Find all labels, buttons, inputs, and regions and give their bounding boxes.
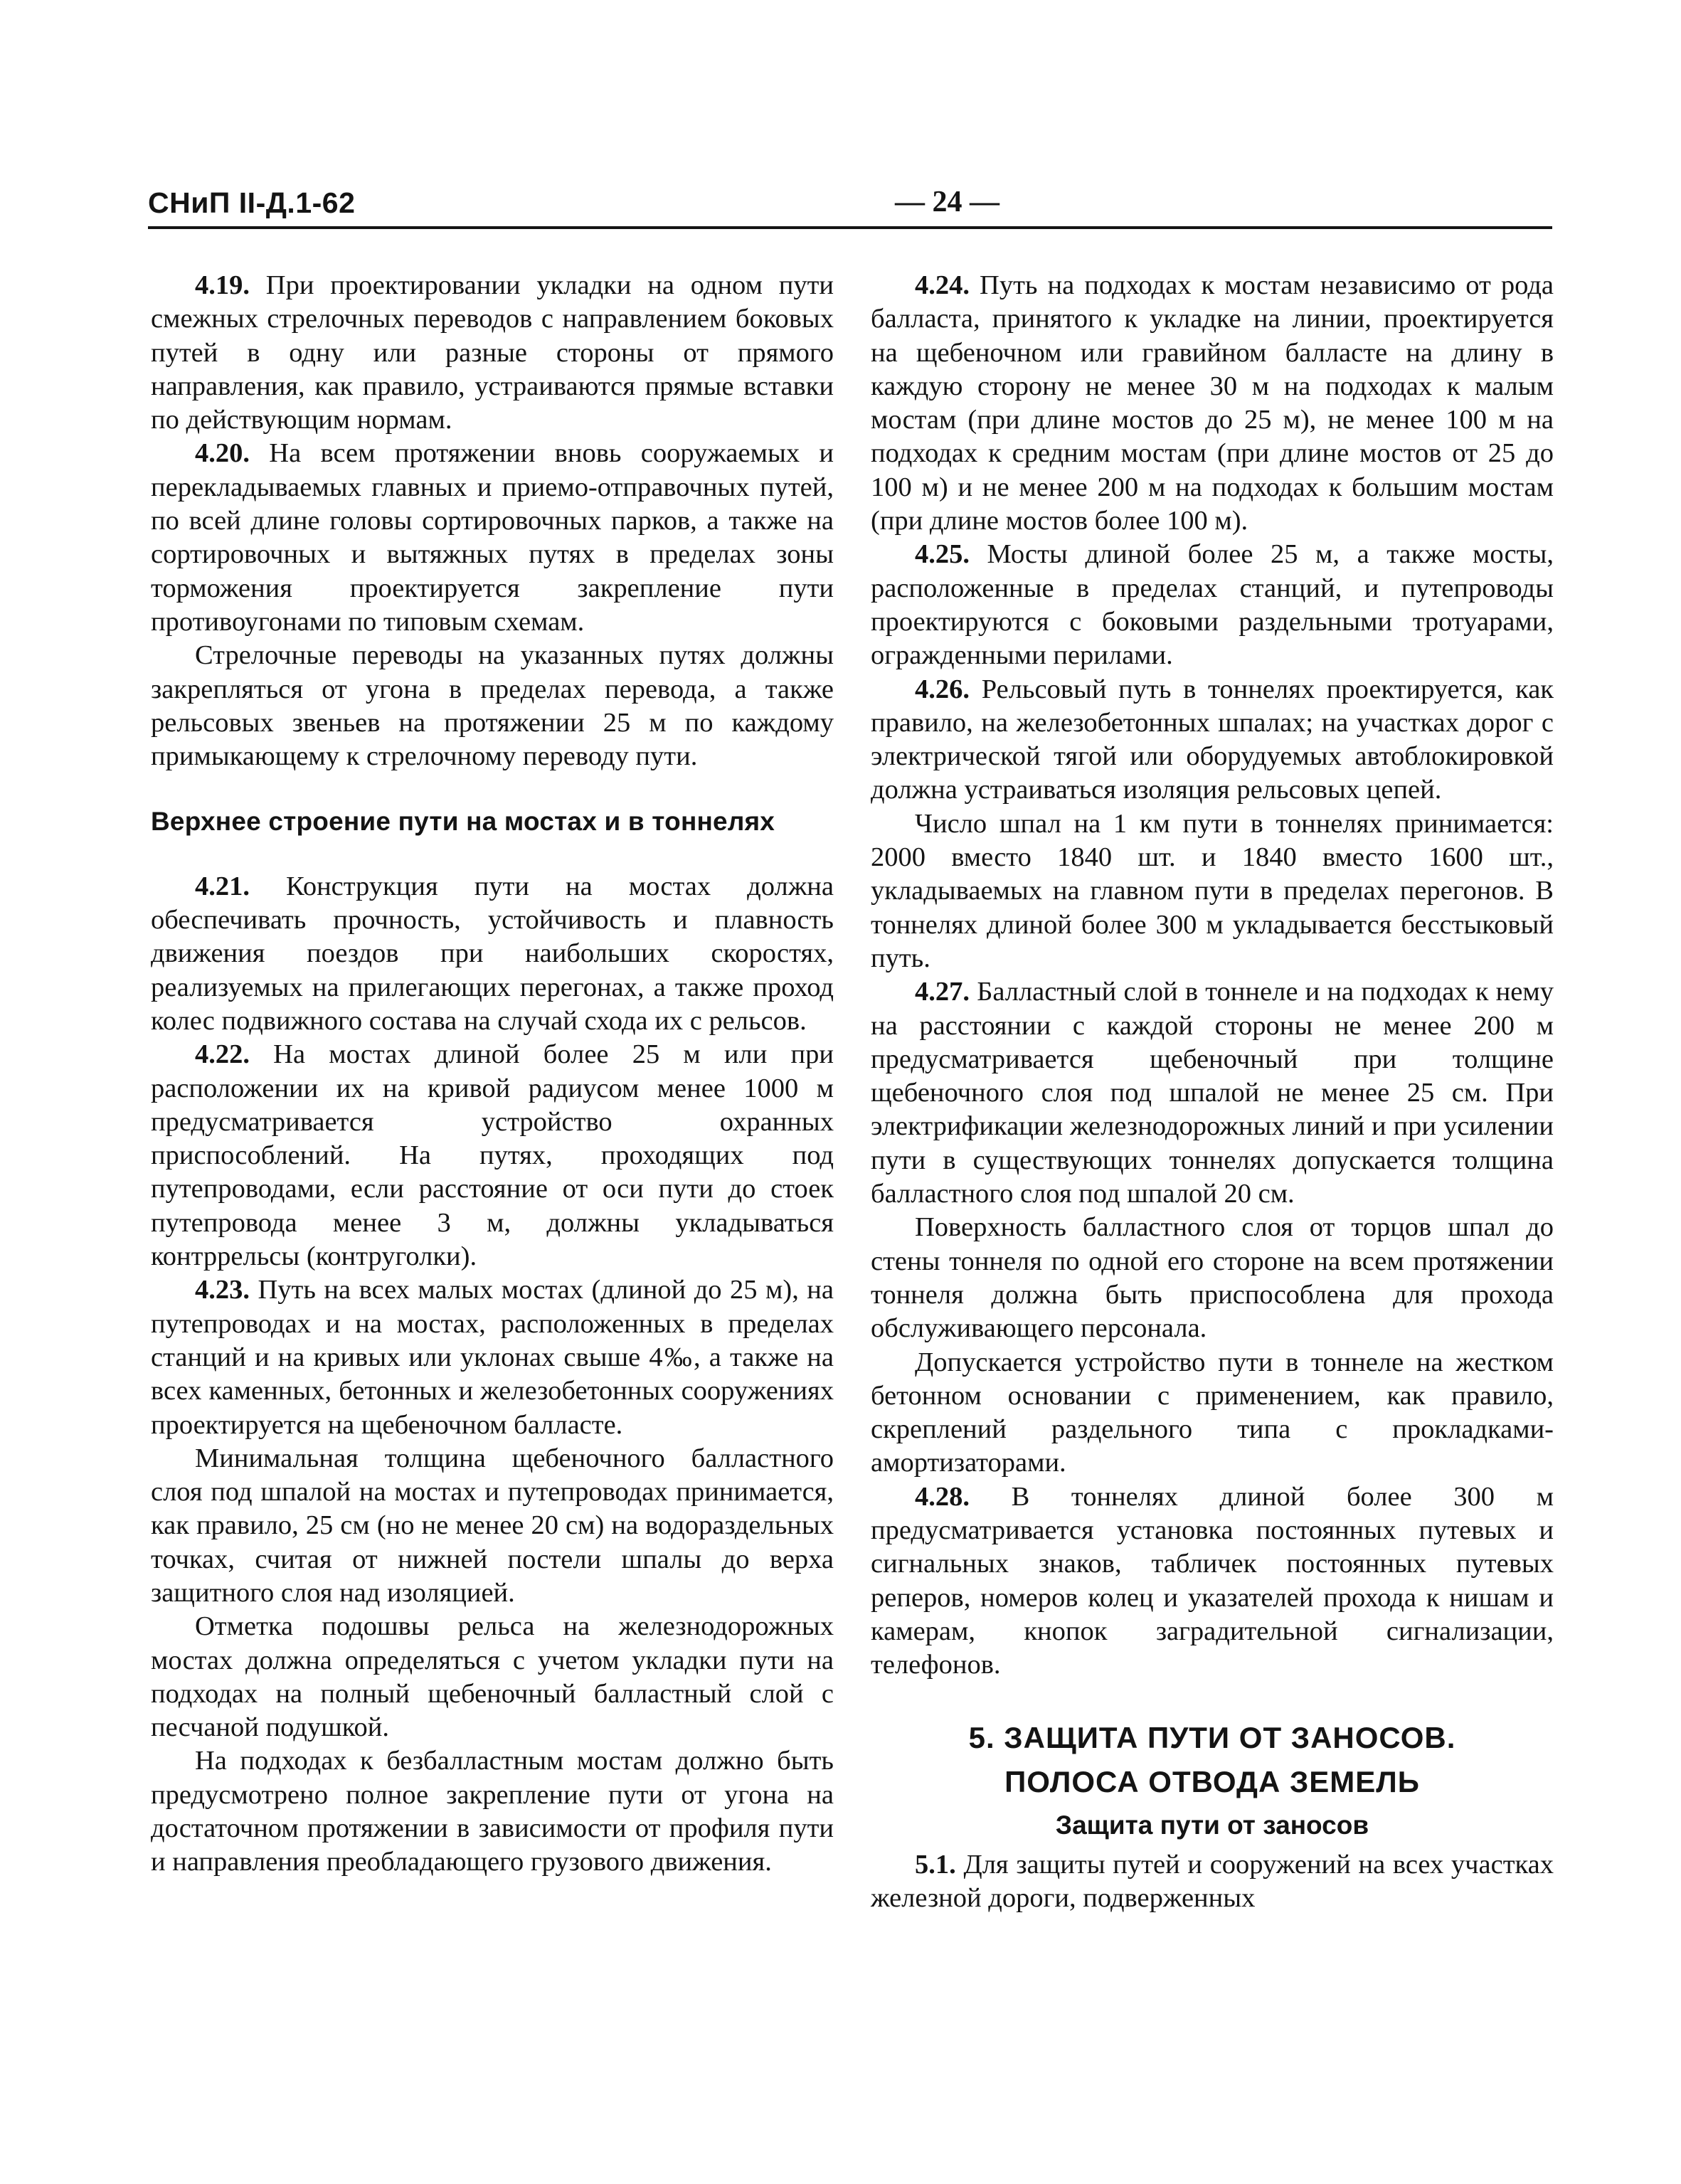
paragraph: Стрелочные переводы на указанных путях должны закрепляться от угона в пределах перевода, а также рельсовых звеньев на протяжении 25 м по каждому примыкающему к стрелочному переводу пути. (151, 640, 834, 772)
page-number: — 24 — (895, 186, 999, 218)
chapter-title-line-1: 5. ЗАЩИТА ПУТИ ОТ ЗАНОСОВ. (968, 1721, 1456, 1755)
paragraph-4-23 (151, 1273, 834, 1441)
paragraph-4-19 (151, 269, 834, 437)
clause-text: Мосты длиной более 25 м, а также мосты, расположенные в пределах станций, и путепроводы проектируются с боковыми раздельными тротуарами, огражденными перилами. (871, 539, 1554, 671)
paragraph: Отметка подошвы рельса на железнодорожных мостах должна определяться с учетом укладки пути на подходах на полный щебеночный балластный слой с песчаной подушкой. (151, 1611, 834, 1743)
section-title: Верхнее строение пути на мостах и в тоннелях (151, 807, 775, 837)
paragraph-4-25 (871, 538, 1554, 672)
left-column (151, 269, 834, 1880)
clause-number: 4.21. (195, 871, 250, 901)
clause-text: В тоннелях длиной более 300 м предусматривается установка постоянных путевых и сигнальных знаков, табличек постоянных путевых реперов, номеров колец и указателей прохода к нишам и камерам, кнопок заградительной сигнализации, телефонов. (871, 1481, 1554, 1680)
paragraph: Поверхность балластного слоя от торцов шпал до стены тоннеля по одной его стороне на всем протяжении тоннеля должна быть приспособлена для прохода обслуживающего персонала. (871, 1212, 1554, 1344)
right-column (871, 269, 1554, 1915)
clause-number: 4.23. (195, 1275, 250, 1305)
header-rule (148, 226, 1552, 229)
paragraph-5-1 (871, 1848, 1554, 1916)
clause-text: На всем протяжении вновь сооружаемых и перекладываемых главных и приемо-отправочных путей, по всей длине головы сортировочных парков, а также на сортировочных и вытяжных путях в пределах зоны торможения проектируется закрепление пути противоугонами по типовым схемам. (151, 438, 834, 637)
paragraph-4-28 (871, 1480, 1554, 1682)
clause-number: 5.1. (915, 1849, 956, 1880)
paragraph-4-22 (151, 1038, 834, 1273)
clause-number: 4.19. (195, 270, 250, 300)
paragraph-4-27 (871, 975, 1554, 1211)
clause-number: 4.25. (915, 539, 970, 570)
page-header (148, 186, 1552, 230)
paragraph: Минимальная толщина щебеночного балластного слоя под шпалой на мостах и путепроводах принимается, как правило, 25 см (но не менее 20 см) на водораздельных точках, считая от нижней постели шпалы до верха защитного слоя над изоляцией. (151, 1443, 834, 1608)
paragraph-4-20 (151, 437, 834, 639)
clause-text: Рельсовый путь в тоннелях проектируется, как правило, на железобетонных шпалах; на участках дорог с электрической тягой или оборудуемых автоблокировкой должна устраиваться изоляция рельсовых цепей. (871, 674, 1554, 805)
clause-number: 4.27. (915, 977, 970, 1007)
clause-text: Конструкция пути на мостах должна обеспечивать прочность, устойчивость и плавность движения поездов при наибольших скоростях, реализуемых на прилегающих перегонах, а также проход колес подвижного состава на случай схода их с рельсов. (151, 871, 834, 1036)
clause-text: Для защиты путей и сооружений на всех участках железной дороги, подверженных (871, 1849, 1554, 1914)
clause-text: При проектировании укладки на одном пути смежных стрелочных переводов с направлением боковых путей в одну или разные стороны от прямого направления, как правило, устраиваются прямые вставки по действующим нормам. (151, 270, 834, 435)
clause-number: 4.22. (195, 1039, 250, 1070)
chapter-title-line-2: ПОЛОСА ОТВОДА ЗЕМЕЛЬ (1004, 1765, 1420, 1799)
paragraph: Число шпал на 1 км пути в тоннелях принимается: 2000 вместо 1840 шт. и 1840 вместо 1600 шт., укладываемых на главном пути в пределах перегонов. В тоннелях длиной более 300 м укладывается бесстыковый путь. (871, 808, 1554, 973)
clause-number: 4.24. (915, 270, 970, 300)
paragraph: На подходах к безбалластным мостам должно быть предусмотрено полное закрепление пути от угона на достаточном протяжении в зависимости от профиля пути и направления преобладающего грузового движения. (151, 1746, 834, 1877)
clause-text: На мостах длиной более 25 м или при расположении их на кривой радиусом менее 1000 м предусматривается устройство охранных приспособлений. На путях, проходящих под путепроводами, если расстояние от оси пути до стоек путепровода менее 3 м, должны укладываться контррельсы (контруголки). (151, 1039, 834, 1272)
subsection-title: Защита пути от заносов (1055, 1811, 1369, 1840)
document-code: СНиП II-Д.1-62 (148, 186, 356, 219)
clause-number: 4.26. (915, 674, 970, 704)
paragraph-4-24 (871, 269, 1554, 538)
clause-text: Путь на всех малых мостах (длиной до 25 м), на путепроводах и на мостах, расположенных в пределах станций и на кривых или уклонах свыше 4‰, а также на всех каменных, бетонных и железобетонных сооружениях проектируется на щебеночном балласте. (151, 1275, 834, 1440)
paragraph-4-21 (151, 870, 834, 1038)
paragraph-4-26 (871, 673, 1554, 807)
clause-number: 4.20. (195, 438, 250, 469)
clause-number: 4.28. (915, 1481, 970, 1512)
clause-text: Путь на подходах к мостам независимо от рода балласта, принятого к укладке на линии, проектируется на щебеночном или гравийном балласте на длину в каждую сторону не менее 30 м на подходах к малым мостам (при длине мостов до 25 м), не менее 100 м на подходах к средним мостам (при длине мостов от 25 до 100 м) и не менее 200 м на подходах к большим мостам (при длине мостов более 100 м). (871, 270, 1554, 536)
clause-text: Балластный слой в тоннеле и на подходах к нему на расстоянии с каждой стороны не менее 200 м предусматривается щебеночный при толщине щебеночного слоя под шпалой не менее 25 см. При электрификации железнодорожных линий и при усилении пути в существующих тоннелях допускается толщина балластного слоя под шпалой 20 см. (871, 977, 1554, 1209)
paragraph: Допускается устройство пути в тоннеле на жестком бетонном основании с применением, как правило, скреплений раздельного типа с прокладками-амортизаторами. (871, 1347, 1554, 1478)
